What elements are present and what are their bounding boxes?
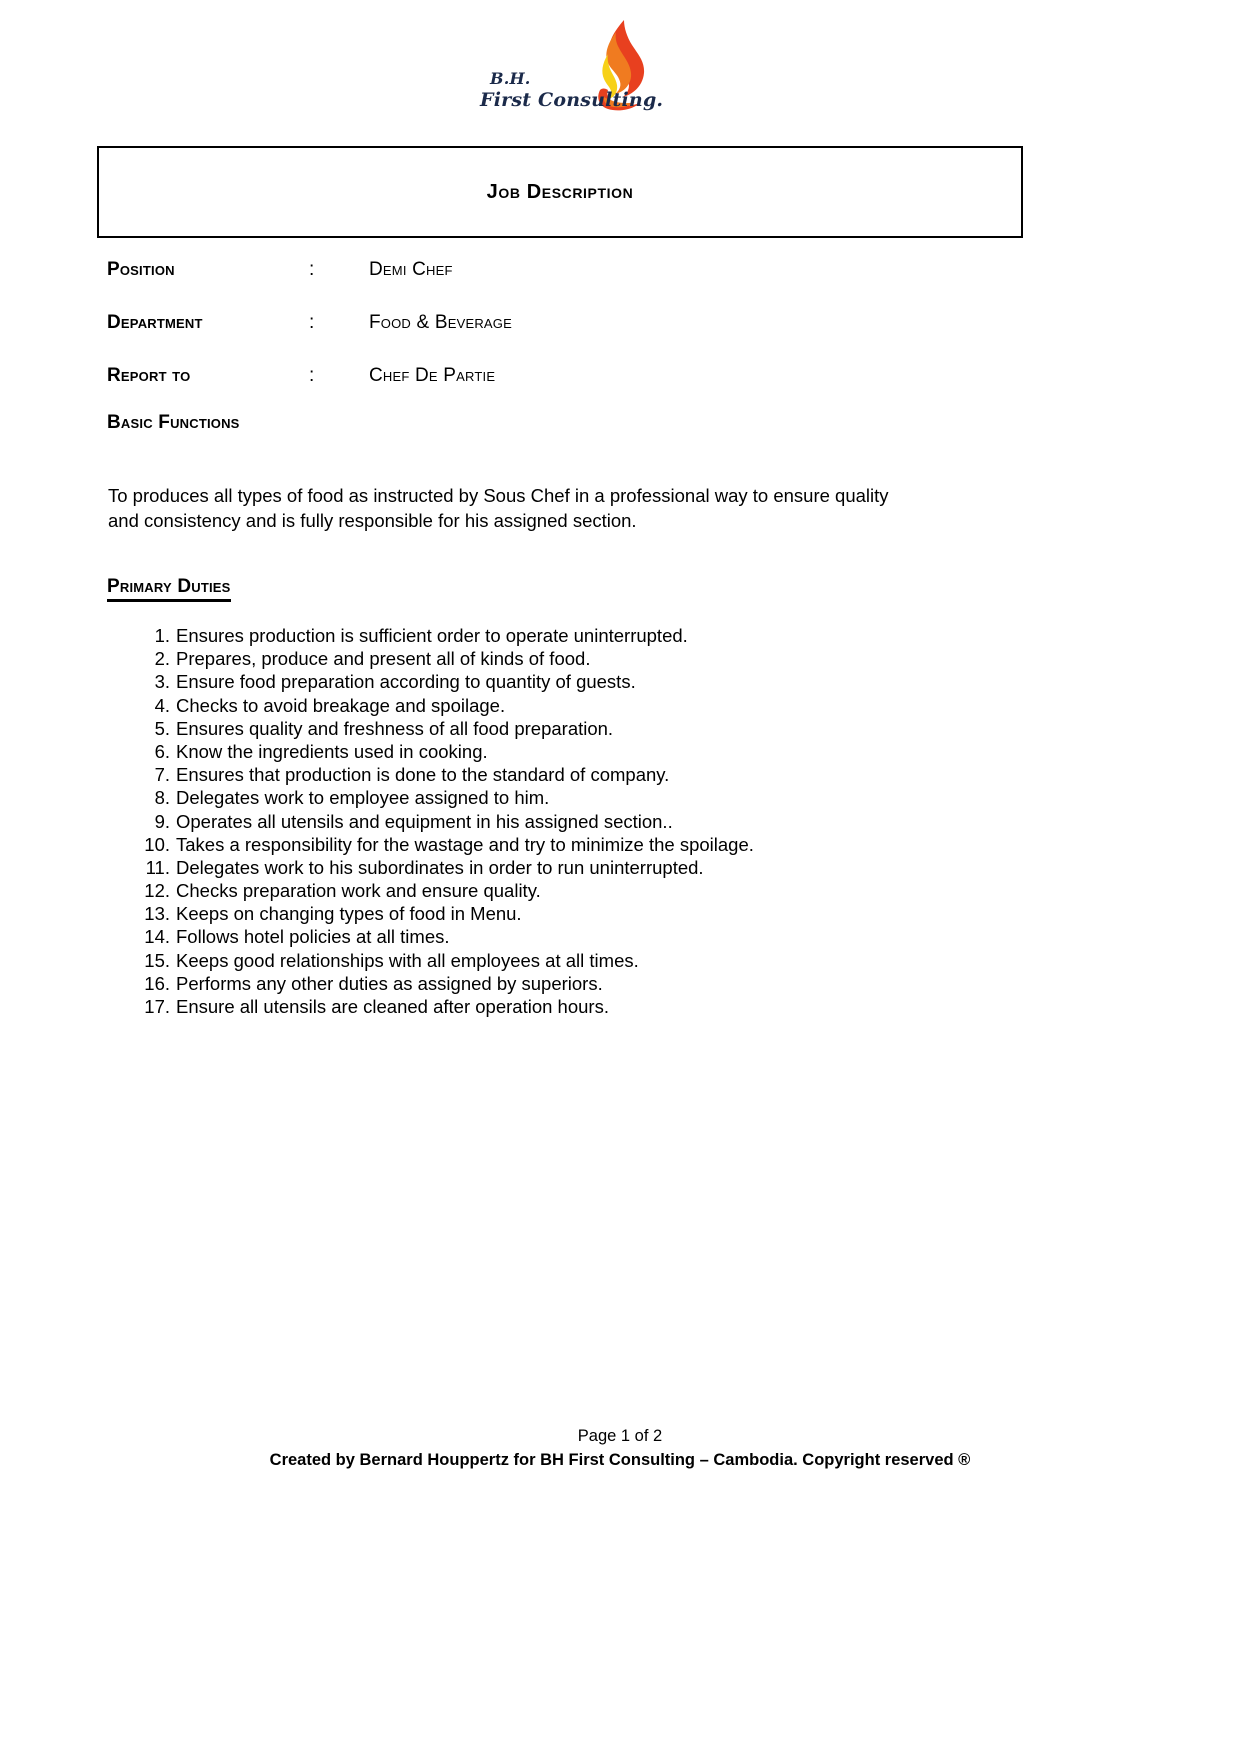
- primary-duties-list: [136, 624, 1016, 1018]
- logo-wordmark: [480, 69, 664, 111]
- list-item-number: 10.: [144, 833, 170, 855]
- list-item: [136, 995, 1016, 1018]
- field-separator-report-to: :: [309, 365, 315, 386]
- list-item-number: 15.: [144, 949, 170, 971]
- list-item: [136, 763, 1016, 786]
- list-item: [136, 786, 1016, 809]
- list-item-number: 4.: [154, 694, 170, 716]
- field-separator-position: :: [309, 259, 315, 280]
- page-title: Job Description: [486, 181, 634, 203]
- list-item-text: Ensures that production is done to the standard of company.: [176, 764, 670, 786]
- list-item-number: 13.: [144, 903, 170, 925]
- list-item-number: 9.: [154, 810, 170, 832]
- field-row-department: [107, 312, 907, 365]
- logo-company-name: First Consulting.: [480, 88, 664, 111]
- list-item: [136, 647, 1016, 670]
- list-item-number: 2.: [154, 648, 170, 670]
- list-item: [136, 740, 1016, 763]
- page-footer: [0, 1424, 1240, 1472]
- document-title-box: [97, 146, 1023, 238]
- list-item-text: Ensure all utensils are cleaned after operation hours.: [176, 996, 609, 1017]
- list-item-number: 16.: [144, 972, 170, 994]
- list-item-text: Keeps on changing types of food in Menu.: [176, 903, 522, 925]
- logo-initials: B.H.: [490, 69, 531, 88]
- basic-functions-line-2: and consistency and is fully responsible for his assigned section.: [108, 510, 637, 531]
- list-item: [136, 833, 1016, 856]
- basic-functions-body: [108, 483, 1008, 533]
- field-row-report-to: [107, 365, 907, 418]
- list-item: [136, 972, 1016, 995]
- field-value-position: Demi Chef: [369, 259, 453, 280]
- list-item-text: Keeps good relationships with all employees at all times.: [176, 949, 639, 971]
- list-item: [136, 717, 1016, 740]
- list-item-text: Checks to avoid breakage and spoilage.: [176, 694, 506, 716]
- list-item-text: Know the ingredients used in cooking.: [176, 740, 488, 762]
- list-item-number: 12.: [144, 880, 170, 902]
- list-item: [136, 810, 1016, 833]
- basic-functions-line-1: To produces all types of food as instructed by Sous Chef in a professional way to ensure quality: [108, 485, 889, 506]
- list-item-number: 8.: [154, 787, 170, 809]
- list-item: [136, 925, 1016, 948]
- list-item-text: Ensures production is sufficient order to operate uninterrupted.: [176, 625, 688, 646]
- list-item-number: 5.: [154, 717, 170, 739]
- field-label-position: Position: [107, 259, 175, 280]
- section-heading-basic-functions: Basic Functions: [107, 412, 240, 433]
- field-row-position: [107, 259, 907, 312]
- list-item-number: 14.: [144, 926, 170, 948]
- list-item-number: 7.: [154, 764, 170, 786]
- list-item: [136, 879, 1016, 902]
- section-heading-primary-duties: Primary Duties: [107, 576, 231, 602]
- list-item: [136, 670, 1016, 693]
- footer-credit: Created by Bernard Houppertz for BH First Consulting – Cambodia. Copyright reserved ®: [269, 1451, 971, 1469]
- field-value-report-to: Chef De Partie: [369, 365, 496, 386]
- list-item-text: Takes a responsibility for the wastage and try to minimize the spoilage.: [176, 833, 754, 855]
- list-item: [136, 949, 1016, 972]
- list-item-text: Performs any other duties as assigned by superiors.: [176, 972, 603, 994]
- list-item-text: Delegates work to his subordinates in order to run uninterrupted.: [176, 856, 704, 878]
- list-item-text: Prepares, produce and present all of kinds of food.: [176, 648, 591, 670]
- list-item-number: 1.: [154, 625, 170, 646]
- job-info-fields: [107, 259, 907, 418]
- field-label-report-to: Report to: [107, 365, 191, 386]
- list-item-text: Operates all utensils and equipment in his assigned section..: [176, 810, 673, 832]
- list-item-text: Checks preparation work and ensure quality.: [176, 880, 541, 902]
- field-value-department: Food & Beverage: [369, 312, 512, 333]
- list-item-text: Follows hotel policies at all times.: [176, 926, 450, 948]
- list-item-text: Ensures quality and freshness of all food preparation.: [176, 717, 614, 739]
- list-item: [136, 694, 1016, 717]
- list-item: [136, 624, 1016, 647]
- list-item-number: 3.: [154, 671, 170, 693]
- list-item-text: Delegates work to employee assigned to him.: [176, 787, 550, 809]
- company-logo: [480, 18, 700, 136]
- list-item-text: Ensure food preparation according to quantity of guests.: [176, 671, 636, 693]
- field-separator-department: :: [309, 312, 315, 333]
- footer-page-number: Page 1 of 2: [577, 1427, 663, 1445]
- list-item-number: 6.: [154, 740, 170, 762]
- letterhead: [0, 18, 1240, 136]
- list-item-number: 11.: [145, 856, 170, 878]
- list-item: [136, 902, 1016, 925]
- list-item: [136, 856, 1016, 879]
- field-label-department: Department: [107, 312, 203, 333]
- list-item-number: 17.: [144, 996, 170, 1017]
